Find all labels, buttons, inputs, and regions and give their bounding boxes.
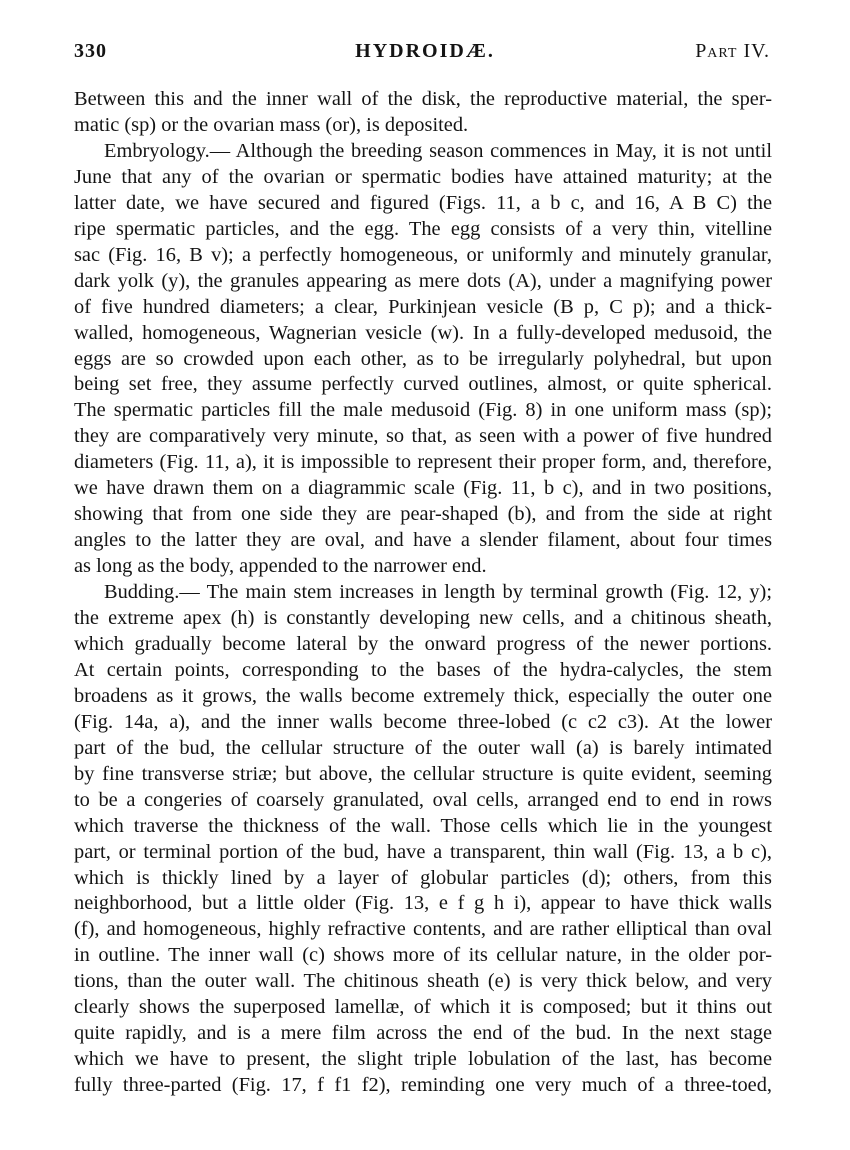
text-line: being set free, they assume perfectly curved outlines, almost, or quite spherical. [74, 373, 772, 396]
text-line: quite rapidly, and is a mere film across the end of the bud. In the next stage [74, 1022, 772, 1045]
text-line: (f), and homogeneous, highly refractive contents, and are rather elliptical than oval [74, 918, 772, 941]
text-line: clearly shows the superposed lamellæ, of which it is composed; but it thins out [74, 996, 772, 1019]
text-line: (Fig. 14a, a), and the inner walls become three-lobed (c c2 c3). At the lower [74, 710, 772, 733]
text-line: ripe spermatic particles, and the egg. The egg consists of a very thin, vitelline [74, 217, 772, 240]
text-line: Embryology.— Although the breeding season commences in May, it is not until [104, 139, 772, 162]
text-line: broadens as it grows, the walls become extremely thick, especially the outer one [74, 684, 772, 707]
text-line: by fine transverse striæ; but above, the cellular structure is quite evident, seeming [74, 762, 772, 785]
text-line: which traverse the thickness of the wall. Those cells which lie in the youngest [74, 814, 772, 837]
text-line: At certain points, corresponding to the bases of the hydra-calycles, the stem [74, 658, 772, 681]
text-line: to be a congeries of coarsely granulated, oval cells, arranged end to end in rows [74, 788, 772, 811]
text-line: neighborhood, but a little older (Fig. 13, e f g h i), appear to have thick walls [74, 892, 772, 915]
text-line: showing that from one side they are pear-shaped (b), and from the side at right [74, 503, 772, 526]
text-line: dark yolk (y), the granules appearing as mere dots (A), under a magnifying power [74, 269, 772, 292]
text-line: matic (sp) or the ovarian mass (or), is deposited. [74, 113, 469, 136]
text-line: walled, homogeneous, Wagnerian vesicle (w). In a fully-developed medusoid, the [74, 321, 772, 344]
text-line: The spermatic particles fill the male medusoid (Fig. 8) in one uniform mass (sp); [74, 399, 772, 422]
text-line: which is thickly lined by a layer of globular particles (d); others, from this [74, 866, 772, 889]
text-line: which gradually become lateral by the onward progress of the newer portions. [74, 632, 772, 655]
text-line: fully three-parted (Fig. 17, f f1 f2), reminding one very much of a three-toed, [74, 1074, 772, 1097]
text-line: sac (Fig. 16, B v); a perfectly homogeneous, or uniformly and minutely granular, [74, 243, 772, 266]
text-line: part of the bud, the cellular structure of the outer wall (a) is barely intimated [74, 736, 772, 759]
text-line: they are comparatively very minute, so that, as seen with a power of five hundred [74, 425, 772, 448]
running-title: HYDROIDÆ. [355, 40, 495, 62]
text-line: Between this and the inner wall of the disk, the reproductive material, the sper- [74, 88, 772, 110]
text-line: eggs are so crowded upon each other, as to be irregularly polyhedral, but upon [74, 347, 772, 370]
text-line: diameters (Fig. 11, a), it is impossible to represent their proper form, and, therefore, [74, 451, 772, 474]
text-line: latter date, we have secured and figured (Figs. 11, a b c, and 16, A B C) the [74, 191, 772, 214]
part-label: Part IV. [695, 40, 770, 62]
text-line: of five hundred diameters; a clear, Purkinjean vesicle (B p, C p); and a thick- [74, 295, 772, 318]
text-line: the extreme apex (h) is constantly developing new cells, and a chitinous sheath, [74, 607, 772, 629]
text-line: part, or terminal portion of the bud, have a transparent, thin wall (Fig. 13, a b c), [74, 840, 772, 863]
text-line: Budding.— The main stem increases in length by terminal growth (Fig. 12, y); [104, 581, 772, 604]
text-line: in outline. The inner wall (c) shows more of its cellular nature, in the older por- [74, 944, 772, 967]
text-line: as long as the body, appended to the narrower end. [74, 555, 487, 578]
text-line: which we have to present, the slight triple lobulation of the last, has become [74, 1048, 772, 1071]
page-number: 330 [74, 40, 107, 62]
text-line: June that any of the ovarian or spermatic bodies have attained maturity; at the [74, 165, 772, 188]
text-line: we have drawn them on a diagrammic scale (Fig. 11, b c), and in two positions, [74, 477, 772, 500]
text-line: tions, than the outer wall. The chitinous sheath (e) is very thick below, and very [74, 970, 772, 993]
text-line: angles to the latter they are oval, and have a slender filament, about four times [74, 529, 772, 552]
